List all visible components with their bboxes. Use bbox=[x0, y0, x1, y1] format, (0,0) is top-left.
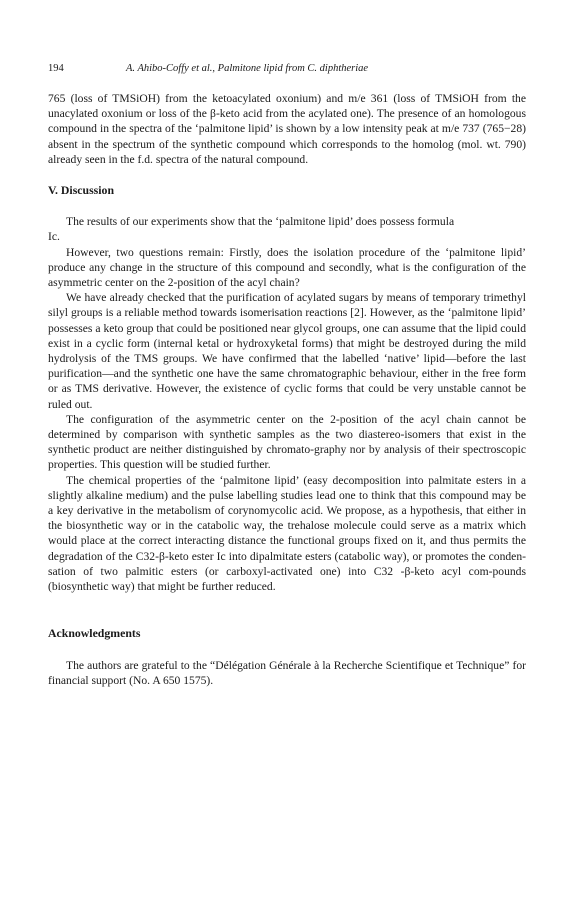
paragraph-purification: We have already checked that the purification of acylated sugars by means of temporary trimethyl silyl groups is a reliable method towards isomerisation reactions [2]. However, as the ‘palmitone lipid’ possesses a keto group that could be positioned near glycol groups, one can assume that the lipid could exist in a cyclic form (internal ketal or hydroxyketal forms) that might be destroyed during the mild hydrolysis of the TMS groups. We have confirmed that the labelled ‘native’ lipid—before the last purification—and the synthetic one have the same chromatographic behaviour, either in the free form or as TMS derivative. However, the existence of cyclic forms that could be very unstable cannot be ruled out. bbox=[48, 291, 526, 411]
paragraph-results: The results of our experiments show that the ‘palmitone lipid’ does possess formula bbox=[66, 215, 455, 229]
paragraph-chemical-properties: The chemical properties of the ‘palmitone lipid’ (easy decomposition into palmitate esters in a slightly alkaline medium) and the pulse labelling studies lead one to think that this compound may be a key derivative in the metabolism of corynomycolic acid. We propose, as a hypothesis, that either in the biosynthetic way or in the catabolic way, the trehalose molecule could serve as a matrix which would place at the correct interacting distance the functional groups fixed on it, and thus permits the degradation of the C32-β-keto ester Ic into dipalmitate esters (catabolic way), or promotes the conden-sation of two palmitic esters (or carboxyl-activated one) into C32 -β-keto acyl com-pounds (biosynthetic way) that might be further reduced. bbox=[48, 473, 526, 594]
running-title: A. Ahibo-Coffy et al., Palmitone lipid from C. diphtheriae bbox=[126, 63, 369, 74]
paragraph-mass-spectra: 765 (loss of TMSiOH) from the ketoacylated oxonium) and m/e 361 (loss of TMSiOH from the unacylated oxonium or loss of the β-keto acid from the acylated one). The presence of an homologous compound in the spectra of the ‘palmitone lipid’ is shown by a low intensity peak at m/e 737 (765−28) absent in the spectrum of the synthetic compound which corresponds to the homolog (mol. wt. 790) already seen in the f.d. spectra of the natural compound. bbox=[48, 92, 526, 166]
section-heading-acknowledgments: Acknowledgments bbox=[48, 626, 141, 641]
paragraph-configuration: The configuration of the asymmetric center on the 2-position of the acyl chain cannot be determined by comparison with synthetic samples as the two diastereo-isomers that exist in the synthetic product are neither distinguished by chromato-graphy nor by analysis of their spectroscopic properties. This question will be studied further. bbox=[48, 412, 526, 472]
paragraph-questions: However, two questions remain: Firstly, does the isolation procedure of the ‘palmitone lipid’ produce any change in the structure of this compound and secondly, what is the configuration of the asymmetric center on the 2-position of the acyl chain? bbox=[48, 245, 526, 290]
article-body bbox=[48, 91, 526, 688]
paragraph-acknowledgments: The authors are grateful to the “Délégation Générale à la Recherche Scientifique et Technique” for financial support (No. A 650 1575). bbox=[48, 658, 526, 687]
formula-label: Ic. bbox=[48, 230, 60, 244]
section-heading-discussion: V. Discussion bbox=[48, 183, 114, 198]
page-header bbox=[48, 62, 528, 76]
page-number: 194 bbox=[48, 63, 64, 74]
